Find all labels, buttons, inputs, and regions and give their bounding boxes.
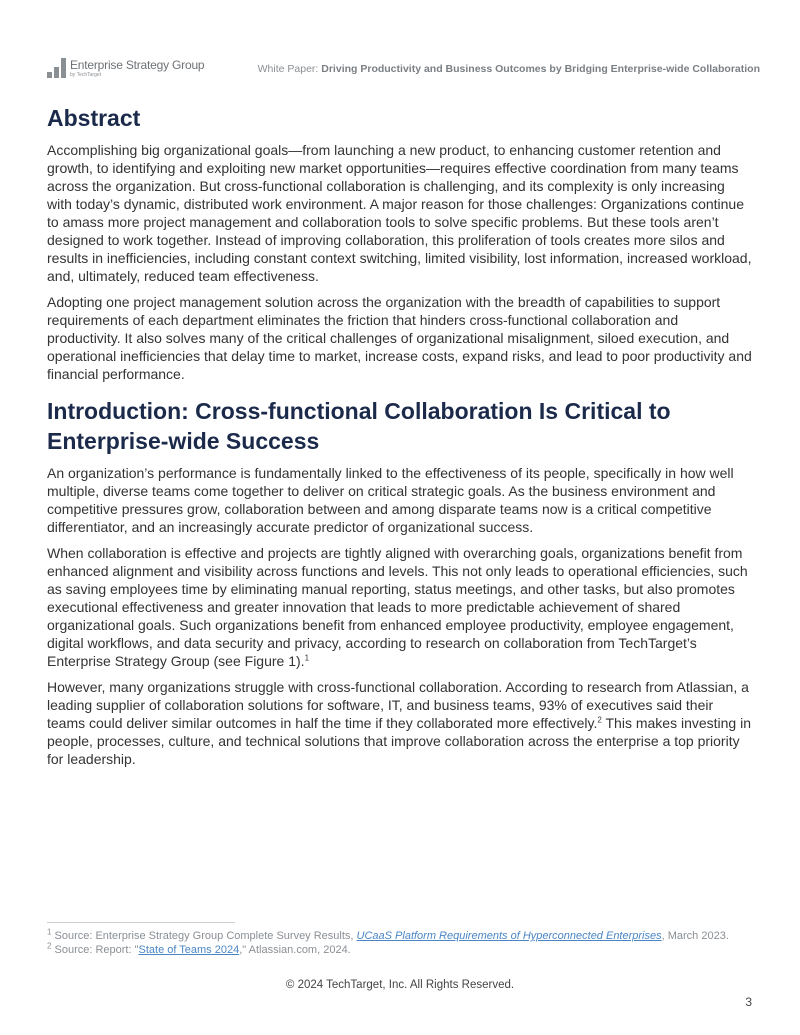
intro-paragraph-1: An organization’s performance is fundamentally linked to the effectiveness of its people, specifically in how well multiple, diverse teams come together to deliver on critical strategic goals. As the business environment and competitive pressures grow, collaboration between and among disparate teams now is a critical competitive differentiator, and an increasingly accurate predictor of organizational success. xyxy=(47,464,734,535)
logo-subtitle: by TechTarget xyxy=(70,72,102,78)
intro-paragraph-2 xyxy=(47,544,752,670)
footnote-1-link[interactable]: UCaaS Platform Requirements of Hyperconnected Enterprises xyxy=(356,930,662,942)
doc-title: Driving Productivity and Business Outcomes by Bridging Enterprise-wide Collaboration xyxy=(321,63,760,75)
footnote-2-number: 2 xyxy=(47,941,52,951)
footnote-2 xyxy=(47,943,752,957)
abstract-paragraph-2: Adopting one project management solution across the organization with the breadth of capabilities to support requirements of each department eliminates the friction that hinders cross-functional collaboration and productivity. It also solves many of the critical challenges of organizational misalignment, siloed execution, and operational inefficiencies that delay time to market, increase costs, expand risks, and lead to poor productivity and financial performance. xyxy=(47,293,752,382)
footnote-1-prefix: Source: Enterprise Strategy Group Complete Survey Results, xyxy=(51,930,357,942)
intro-paragraph-2-text: When collaboration is effective and projects are tightly aligned with overarching goals, organizations benefit from enhanced alignment and visibility across functions and levels. This not only leads to operational efficiencies, such as saving employees time by eliminating manual reporting, status meetings, and other tasks, but also promotes executional effectiveness and greater innovation that leads to more predictable achievement of shared organizational goals. Such organizations benefit from enhanced employee productivity, employee engagement, digital workflows, and data security and privacy, according to research on collaboration from TechTarget’s Enterprise Strategy Group (see Figure 1). xyxy=(47,544,748,669)
doc-type: White Paper: xyxy=(257,63,322,75)
introduction-heading: Introduction: Cross-functional Collaboration Is Critical to Enterprise-wide Success xyxy=(47,397,671,454)
footnote-1-number: 1 xyxy=(47,927,52,937)
footnote-ref-1[interactable]: 1 xyxy=(304,653,310,663)
page-number: 3 xyxy=(745,995,752,1009)
intro-paragraph-3-text-a: However, many organizations struggle with cross-functional collaboration. According to research from Atlassian, a leading supplier of collaboration solutions for software, IT, and business teams, 93% of executives said their teams could deliver similar outcomes in half the time if they collaborated more effectively. xyxy=(47,678,749,731)
footnote-2-prefix: Source: Report: " xyxy=(51,944,139,956)
abstract-heading: Abstract xyxy=(47,105,141,131)
footnote-1 xyxy=(47,929,752,943)
intro-paragraph-3-text-b: This makes investing in people, processes, culture, and technical solutions that improve collaboration across the enterprise a top priority for leadership. xyxy=(47,714,751,767)
footnote-1-suffix: , March 2023. xyxy=(661,930,729,942)
footnote-ref-2[interactable]: 2 xyxy=(597,715,602,725)
footnote-2-suffix: ," Atlassian.com, 2024. xyxy=(239,944,351,956)
abstract-paragraph-1: Accomplishing big organizational goals—from launching a new product, to enhancing customer retention and growth, to identifying and exploiting new market opportunities—requires effective coordination from many teams across the organization. But cross-functional collaboration is challenging, and its complexity is only increasing with today’s dynamic, distributed work environment. A major reason for those challenges: Organizations continue to amass more project management and collaboration tools to solve specific problems. But these tools aren’t designed to work together. Instead of improving collaboration, this proliferation of tools creates more silos and results in inefficiencies, including constant context switching, limited visibility, lost information, increased workload, and, ultimately, reduced team effectiveness. xyxy=(47,141,752,284)
footnote-divider xyxy=(47,922,235,923)
running-header xyxy=(258,63,760,75)
footnote-2-link[interactable]: State of Teams 2024 xyxy=(138,944,240,956)
intro-paragraph-3 xyxy=(47,678,752,768)
logo-name: Enterprise Strategy Group xyxy=(70,58,205,72)
footnotes xyxy=(47,922,752,957)
copyright: © 2024 TechTarget, Inc. All Rights Reserved. xyxy=(285,979,515,991)
esg-logo xyxy=(47,58,204,78)
bar-chart-logo-icon xyxy=(47,58,66,78)
main-content xyxy=(47,104,752,776)
